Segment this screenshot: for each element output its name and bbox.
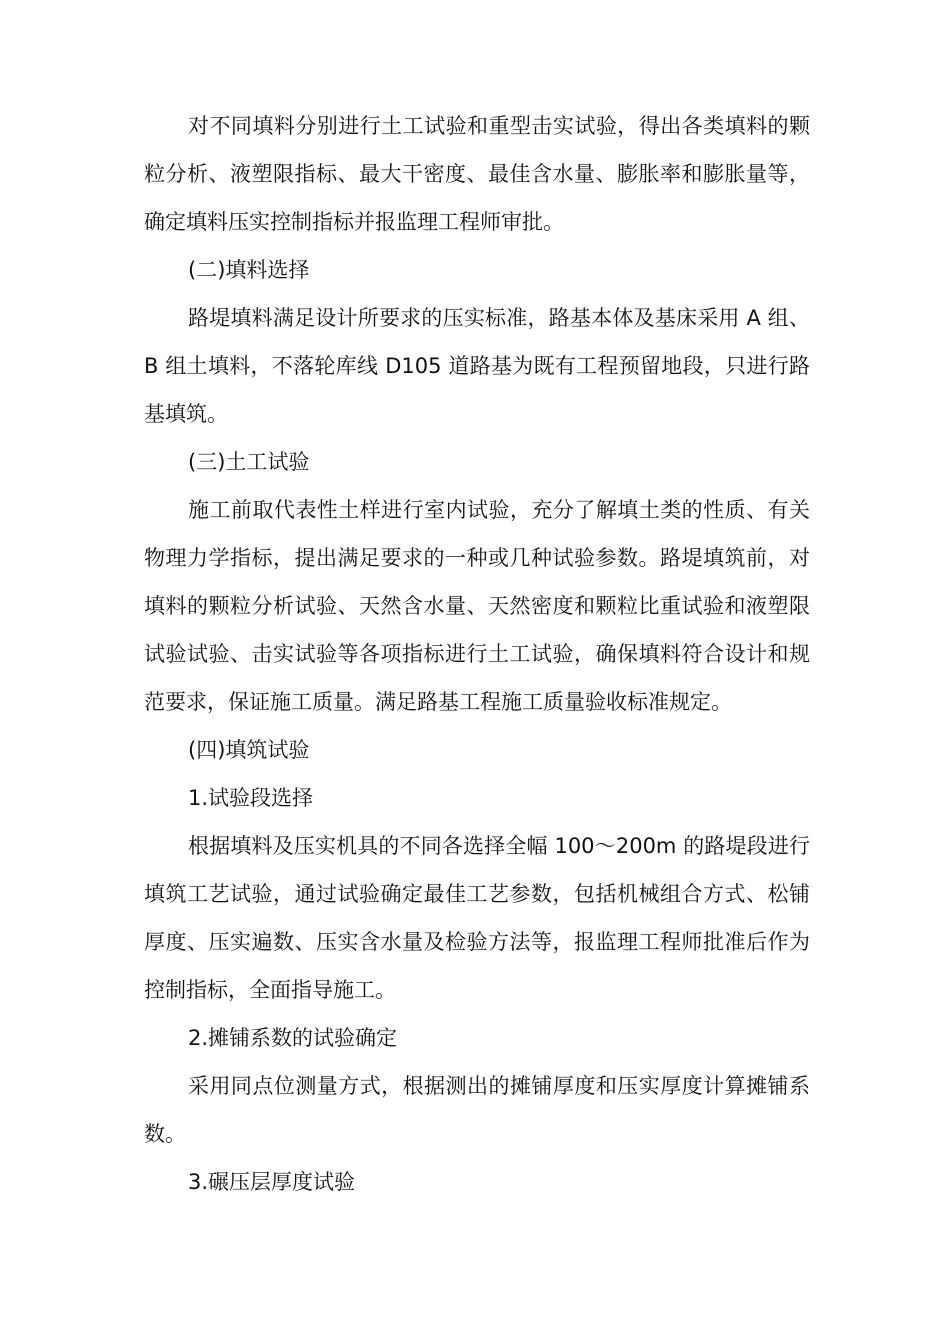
- section-heading-filling-test: (四)填筑试验: [188, 738, 310, 762]
- subheading-compaction-layer-thickness: 3.碾压层厚度试验: [188, 1170, 356, 1194]
- paragraph-fill-material-tests: 对不同填料分别进行土工试验和重型击实试验，得出各类填料的颗粒分析、液塑限指标、最大干密度、最佳含水量、膨胀率和膨胀量等，确定填料压实控制指标并报监理工程师审批。: [144, 114, 810, 234]
- section-heading-fill-selection: (二)填料选择: [188, 258, 310, 282]
- paragraph-test-section-selection: 根据填料及压实机具的不同各选择全幅 100～200m 的路堤段进行填筑工艺试验，通过试验确定最佳工艺参数，包括机械组合方式、松铺厚度、压实遍数、压实含水量及检验方法等，报监理工程师批准后作为控制指标，全面指导施工。: [144, 834, 810, 1002]
- paragraph-spreading-coefficient: 采用同点位测量方式，根据测出的摊铺厚度和压实厚度计算摊铺系数。: [144, 1074, 810, 1146]
- subheading-spreading-coefficient: 2.摊铺系数的试验确定: [188, 1026, 398, 1050]
- document-body: [144, 102, 810, 1206]
- section-heading-geotechnical-test: (三)土工试验: [188, 450, 310, 474]
- subheading-test-section-selection: 1.试验段选择: [188, 786, 314, 810]
- paragraph-geotechnical-test: 施工前取代表性土样进行室内试验，充分了解填土类的性质、有关物理力学指标，提出满足要求的一种或几种试验参数。路堤填筑前，对填料的颗粒分析试验、天然含水量、天然密度和颗粒比重试验和液塑限试验试验、击实试验等各项指标进行土工试验，确保填料符合设计和规范要求，保证施工质量。满足路基工程施工质量验收标准规定。: [144, 498, 810, 714]
- paragraph-fill-selection: 路堤填料满足设计所要求的压实标准，路基本体及基床采用 A 组、B 组土填料，不落轮库线 D105 道路基为既有工程预留地段，只进行路基填筑。: [144, 306, 810, 426]
